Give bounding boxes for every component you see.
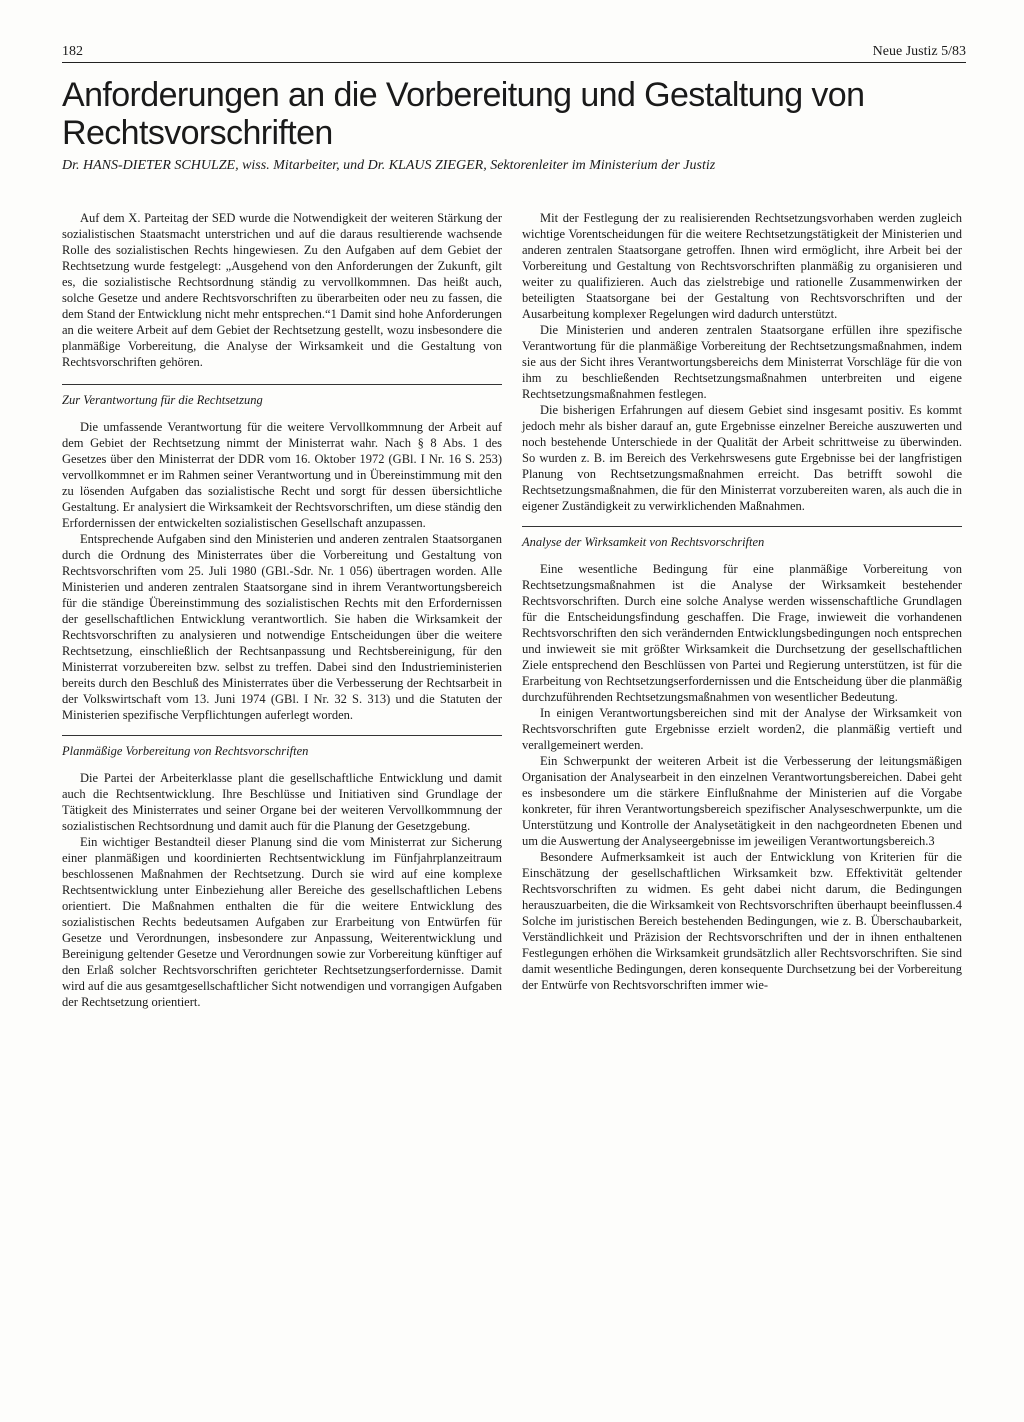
section-heading: Analyse der Wirksamkeit von Rechtsvorschriften [522, 526, 962, 549]
paragraph: Die bisherigen Erfahrungen auf diesem Gebiet sind insgesamt positiv. Es kommt jedoch mehr als bisher darauf an, gute Ergebnisse einzelner Bereiche auszuwerten und noch bestehende Unterschiede in der Qualität der Arbeit schrittweise zu überwinden. So wurden z. B. im Bereich des Verkehrswesens gute Ergebnisse bei der langfristigen Planung von Rechtsetzungsmaßnahmen erreicht. Das betrifft sowohl die Rechtsetzungsmaßnahmen, die für den Ministerrat vorzubereiten waren, als auch die in eigener Zuständigkeit zu verwirklichenden Maßnahmen. [522, 403, 962, 513]
paragraph: Mit der Festlegung der zu realisierenden Rechtsetzungsvorhaben werden zugleich wichtige Vorentscheidungen für die weitere Rechtsetzungstätigkeit der Ministerien und anderen zentralen Staatsorgane getroffen. Ihnen wird ermöglicht, ihre Arbeit bei der Vorbereitung und Gestaltung von Rechtsvorschriften planmäßig zu organisieren und weiter zu qualifizieren. Auch das zielstrebige und rationelle Zusammenwirken der beteiligten Staatsorgane bei der Gestaltung von Rechtsvorschriften und der Ausarbeitung komplexer Regelungen wird dadurch unterstützt. [522, 211, 962, 321]
paragraph: In einigen Verantwortungsbereichen sind mit der Analyse der Wirksamkeit von Rechtsvorschriften gute Ergebnisse erzielt worden2, die planmäßig vertieft und verallgemeinert werden. [522, 706, 962, 752]
right-column [522, 210, 962, 993]
paragraph: Besondere Aufmerksamkeit ist auch der Entwicklung von Kriterien für die Einschätzung der gesellschaftlichen Wirksamkeit bzw. Effektivität geltender Rechtsvorschriften zu widmen. Es geht dabei nicht darum, die Bedingungen herauszuarbeiten, die die Wirksamkeit von Rechtsvorschriften überhaupt beeinflussen.4 Solche im juristischen Bereich bestehenden Bedingungen, wie z. B. Überschaubarkeit, Verständlichkeit und Präzision der Rechtsvorschriften und der in ihnen enthaltenen Festlegungen erhöhen die Wirksamkeit grundsätzlich aller Rechtsvorschriften. Sie sind damit wesentliche Bedingungen, deren konsequente Durchsetzung bei der Vorbereitung der Entwürfe von Rechtsvorschriften immer wie- [522, 850, 962, 992]
paragraph: Ein wichtiger Bestandteil dieser Planung sind die vom Ministerrat zur Sicherung einer planmäßigen und koordinierten Rechtsentwicklung im Fünfjahrplanzeitraum beschlossenen Maßnahmen der Rechtsetzung. Durch sie wird auf eine komplexe Rechtsentwicklung unter Einbeziehung aller Bereiche des gesellschaftlichen Lebens orientiert. Die Maßnahmen enthalten die für die weitere Entwicklung des sozialistischen Rechts bedeutsamen Aufgaben zur Erarbeitung von Entwürfen für Gesetze und Verordnungen, insbesondere zur Anpassung, Weiterentwicklung und Bereinigung geltender Gesetze und Verordnungen sowie zur Vorbereitung künftiger auf den Erlaß solcher Rechtsvorschriften gerichteter Rechtsetzungserfordernisse. Damit wird auf die aus gesamtgesellschaftlicher Sicht notwendigen und vorrangigen Aufgaben der Rechtsetzung orientiert. [62, 835, 502, 1009]
article-title: Anforderungen an die Vorbereitung und Gestaltung von Rechtsvorschriften [62, 76, 865, 152]
left-column [62, 210, 502, 1010]
running-head [62, 38, 966, 63]
page-number: 182 [62, 44, 83, 59]
paragraph: Auf dem X. Parteitag der SED wurde die Notwendigkeit der weiteren Stärkung der sozialistischen Staatsmacht unterstrichen und auf die daraus resultierende wachsende Rolle des sozialistischen Rechts hingewiesen. Zu den Aufgaben auf dem Gebiet der Rechtsetzung wurde festgelegt: „Ausgehend von den Anforderungen der Zukunft, gilt es, die sozialistische Rechtsordnung ständig zu vervollkommnen. Das heißt auch, solche Gesetze und andere Rechtsvorschriften zu überarbeiten oder neu zu fassen, die dem Stand der Entwicklung nicht mehr entsprechen.“1 Damit sind hohe Anforderungen an die weitere Arbeit auf dem Gebiet der Rechtsetzung gestellt, wozu insbesondere die planmäßige Vorbereitung, die Analyse der Wirksamkeit und die Gestaltung von Rechtsvorschriften gehören. [62, 211, 502, 369]
paragraph: Entsprechende Aufgaben sind den Ministerien und anderen zentralen Staatsorganen durch die Ordnung des Ministerrates über die Vorbereitung und Gestaltung von Rechtsvorschriften vom 25. Juli 1980 (GBl.-Sdr. Nr. 1 056) übertragen worden. Alle Ministerien und anderen zentralen Staatsorgane sind in ihrem Verantwortungsbereich für die ständige Übereinstimmung des sozialistischen Rechts mit den Erfordernissen der gesellschaftlichen Entwicklung verantwortlich. Sie haben die Wirksamkeit der Rechtsvorschriften zu analysieren und notwendige Entscheidungen über die weitere Rechtsetzung, einschließlich der Rechtsanpassung und Rechtsbereinigung, für den Ministerrat vorzubereiten bzw. selbst zu treffen. Dabei sind den Industrieministerien bereits durch den Beschluß des Ministerrates über die Verbesserung der Rechtsarbeit in der Volkswirtschaft vom 13. Juni 1974 (GBl. I Nr. 32 S. 313) und die Statuten der Ministerien spezifische Verpflichtungen auferlegt worden. [62, 532, 502, 722]
paragraph: Die umfassende Verantwortung für die weitere Vervollkommnung der Arbeit auf dem Gebiet der Rechtsetzung nimmt der Ministerrat wahr. Nach § 8 Abs. 1 des Gesetzes über den Ministerrat der DDR vom 16. Oktober 1972 (GBl. I Nr. 16 S. 253) vervollkommnet er im Rahmen seiner Verantwortung und in Übereinstimmung mit den zu lösenden Aufgaben das sozialistische Recht und sorgt für dessen übersichtliche Gestaltung. Er analysiert die Wirksamkeit der Rechtsvorschriften, um diese ständig den Erfordernissen der entwickelten sozialistischen Gesellschaft anzupassen. [62, 420, 502, 530]
paragraph: Die Ministerien und anderen zentralen Staatsorgane erfüllen ihre spezifische Verantwortung für die planmäßige Vorbereitung der Rechtsetzungsmaßnahmen, indem sie aus der Sicht ihres Verantwortungsbereichs dem Ministerrat Vorschläge für die von ihm zu beschließenden Rechtsetzungsmaßnahmen unterbreiten und eigene Rechtsetzungsmaßnahmen festlegen. [522, 323, 962, 401]
paragraph: Die Partei der Arbeiterklasse plant die gesellschaftliche Entwicklung und damit auch die Rechtsentwicklung. Ihre Beschlüsse und Initiativen sind Grundlage der Tätigkeit des Ministerrates und seiner Organe bei der weiteren Vervollkommnung der sozialistischen Rechtsordnung und damit auch für die Planung der Gesetzgebung. [62, 771, 502, 833]
journal-issue: Neue Justiz 5/83 [872, 44, 966, 59]
article-authors: Dr. HANS-DIETER SCHULZE, wiss. Mitarbeiter, und Dr. KLAUS ZIEGER, Sektorenleiter im Ministerium der Justiz [62, 158, 716, 173]
section-heading: Planmäßige Vorbereitung von Rechtsvorschriften [62, 735, 502, 758]
paragraph: Eine wesentliche Bedingung für eine planmäßige Vorbereitung von Rechtsetzungsmaßnahmen ist die Analyse der Wirksamkeit bestehender Rechtsvorschriften. Durch eine solche Analyse werden wissenschaftliche Grundlagen für die Entscheidungsfindung geschaffen. Die Frage, inwieweit die vorhandenen Rechtsvorschriften den sich verändernden Entwicklungsbedingungen noch entsprechen und inwieweit sie mit größter Wirksamkeit die Durchsetzung der gesellschaftlichen Ziele entsprechend den Beschlüssen von Partei und Regierung unterstützen, ist für die Erarbeitung von Rechtsetzungserfordernissen und die Entscheidung über die planmäßig durchzuführenden Rechtsetzungsmaßnahmen von wesentlicher Bedeutung. [522, 562, 962, 704]
paragraph: Ein Schwerpunkt der weiteren Arbeit ist die Verbesserung der leitungsmäßigen Organisation der Analysearbeit in den einzelnen Verantwortungsbereichen. Dabei geht es insbesondere um die stärkere Einflußnahme der Ministerien auf die Vorgabe konkreter, für ihren Verantwortungsbereich spezifischer Analyseschwerpunkte, um die Unterstützung und Kontrolle der Analysetätigkeit in den nachgeordneten Ebenen und um die Auswertung der Analyseergebnisse im jeweiligen Verantwortungsbereich.3 [522, 754, 962, 848]
section-heading: Zur Verantwortung für die Rechtsetzung [62, 384, 502, 407]
